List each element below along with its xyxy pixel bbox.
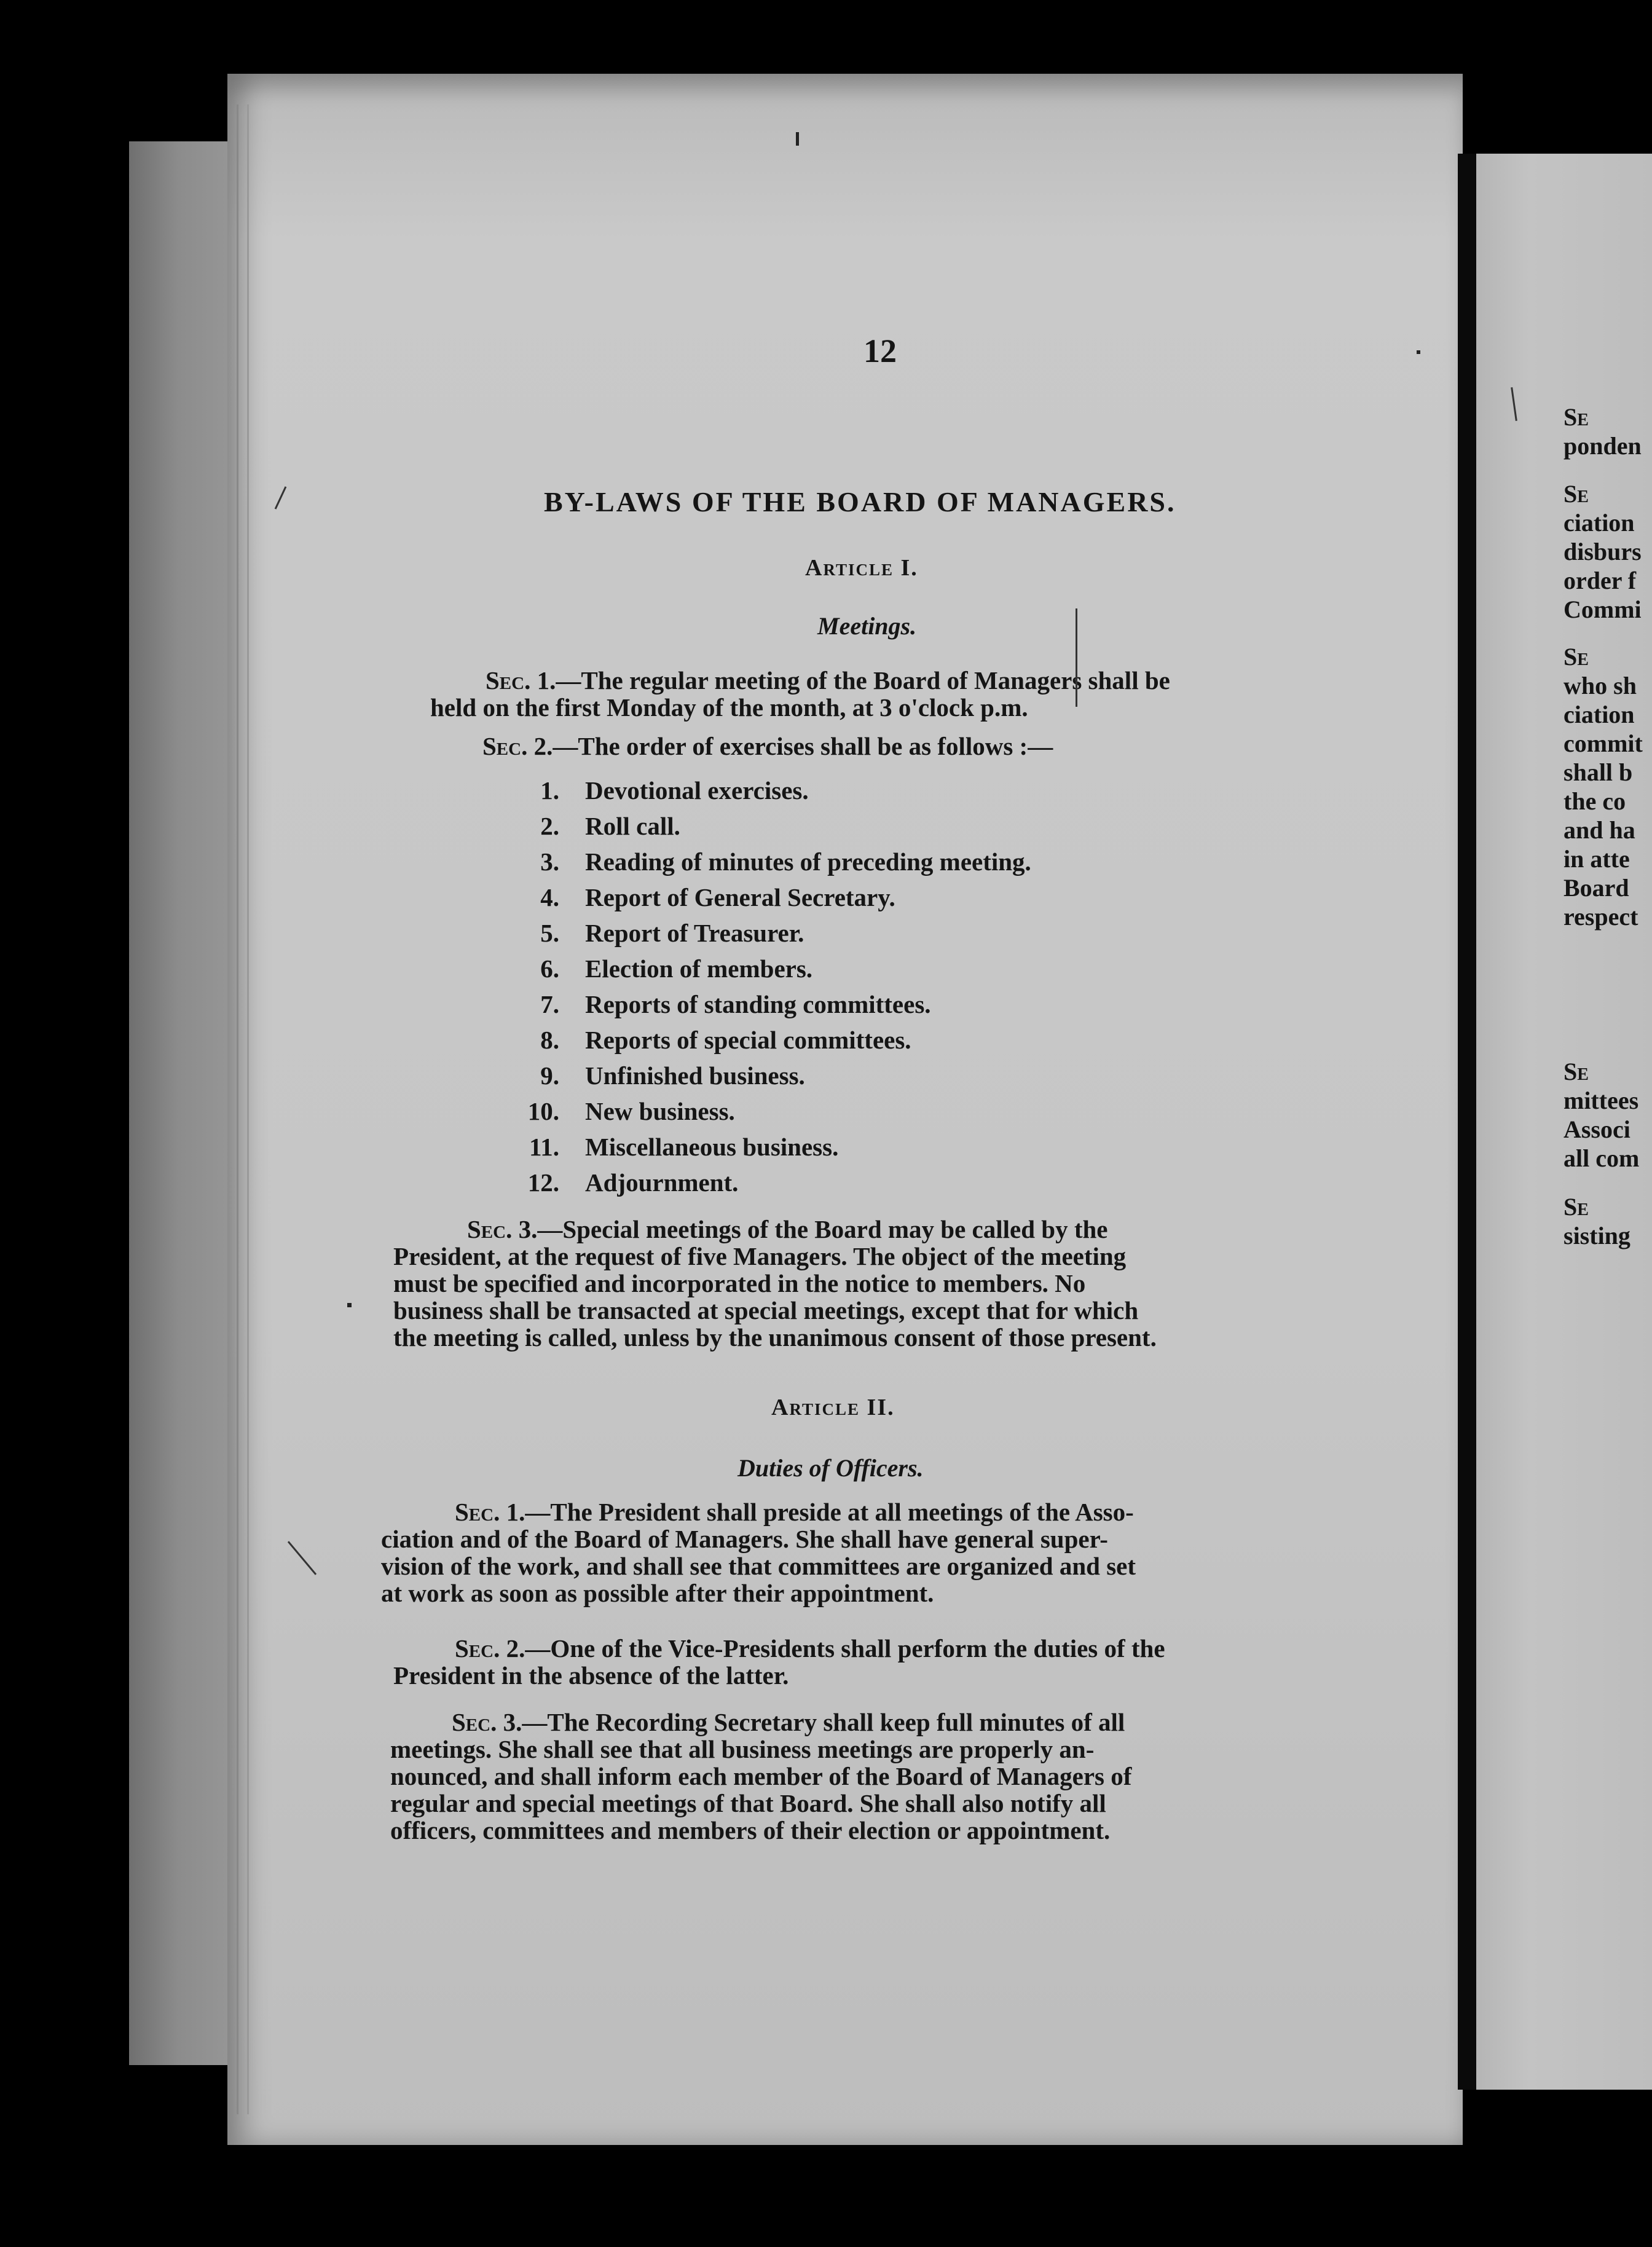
section-text: President in the absence of the latter. (393, 1661, 789, 1690)
section-text: business shall be transacted at special meetings, except that for which (393, 1296, 1139, 1324)
section-text: regular and special meetings of that Board. She shall also notify all (390, 1789, 1106, 1817)
right-page-line: Se (1564, 1193, 1589, 1221)
right-page-line: ciation (1564, 701, 1635, 728)
right-page-partial (1476, 154, 1652, 2090)
section-text: —Special meetings of the Board may be called by the (537, 1215, 1108, 1243)
list-item-number: 8. (540, 1026, 559, 1054)
section-text: at work as soon as possible after their appointment. (381, 1579, 934, 1607)
section-label: Sec. 1. (455, 1498, 525, 1526)
section-text: —The order of exercises shall be as follows :— (553, 732, 1053, 760)
list-item-text: Unfinished business. (585, 1061, 805, 1090)
list-item (498, 1025, 911, 1055)
list-item-text: Adjournment. (585, 1168, 739, 1197)
list-item (498, 918, 804, 948)
list-item-text: New business. (585, 1097, 735, 1125)
right-page-line: Board (1564, 874, 1629, 902)
list-item-text: Devotional exercises. (585, 776, 809, 805)
list-item-text: Roll call. (585, 812, 680, 840)
section-label: Sec. 3. (467, 1215, 538, 1243)
list-item-number: 11. (529, 1133, 559, 1161)
article-2-section-1 (381, 1498, 1136, 1607)
right-page-line: Se (1564, 1058, 1589, 1085)
speck (796, 132, 799, 146)
list-item-number: 4. (540, 883, 559, 911)
section-text: President, at the request of five Managers. The object of the meeting (393, 1242, 1127, 1270)
right-page-line: Se (1564, 480, 1589, 508)
right-page-line: order f (1564, 567, 1637, 594)
list-item-number: 12. (527, 1168, 559, 1197)
right-page-line: commit (1564, 730, 1643, 757)
list-item (498, 1061, 805, 1090)
section-text: —The regular meeting of the Board of Managers shall be (556, 666, 1170, 695)
list-item-number: 9. (540, 1061, 559, 1090)
section-label: Sec. 3. (452, 1708, 522, 1736)
right-page-line: Associ (1564, 1116, 1630, 1143)
list-item-text: Miscellaneous business. (585, 1133, 839, 1161)
list-item-text: Reports of special committees. (585, 1026, 911, 1054)
section-text: nounced, and shall inform each member of the Board of Managers of (390, 1762, 1132, 1790)
article-1-heading: Article I. (805, 555, 918, 581)
article-2-heading: Article II. (771, 1395, 895, 1420)
list-item (498, 1168, 738, 1197)
right-page-line: disburs (1564, 538, 1642, 565)
list-item-text: Report of General Secretary. (585, 883, 895, 911)
pencil-mark (1076, 608, 1077, 707)
article-1-section-3 (393, 1216, 1157, 1351)
right-page-line: Se (1564, 643, 1589, 671)
page-edge (237, 104, 249, 2114)
section-text: held on the first Monday of the month, at 3 o'clock p.m. (430, 693, 1028, 722)
section-text: the meeting is called, unless by the unanimous consent of those present. (393, 1323, 1157, 1352)
right-page-line: who sh (1564, 672, 1637, 699)
section-text: ciation and of the Board of Managers. She shall have general super- (381, 1525, 1108, 1553)
article-1-section-1 (430, 667, 1328, 721)
section-label: Sec. 2. (482, 732, 553, 760)
right-page-line: and ha (1564, 816, 1635, 844)
article-2-section-3 (390, 1709, 1131, 1844)
list-item-text: Reports of standing committees. (585, 990, 931, 1018)
section-text: must be specified and incorporated in the notice to members. No (393, 1269, 1086, 1297)
section-text: —The Recording Secretary shall keep full minutes of all (522, 1708, 1125, 1736)
right-page-line: sisting (1564, 1222, 1630, 1249)
section-text: meetings. She shall see that all business meetings are properly an- (390, 1735, 1095, 1763)
section-text: —One of the Vice-Presidents shall perform the duties of the (525, 1634, 1165, 1663)
list-item-text: Reading of minutes of preceding meeting. (585, 848, 1031, 876)
right-page-line: ciation (1564, 509, 1635, 537)
right-page-line: all com (1564, 1144, 1640, 1172)
list-item-text: Election of members. (585, 954, 813, 983)
list-item (498, 847, 1031, 876)
list-item-text: Report of Treasurer. (585, 919, 804, 947)
right-page-line: respect (1564, 903, 1638, 931)
list-item-number: 1. (540, 776, 559, 805)
section-label: Sec. 1. (486, 666, 556, 695)
section-label: Sec. 2. (455, 1634, 525, 1663)
article-2-subheading: Duties of Officers. (738, 1454, 924, 1482)
section-text: officers, committees and members of their election or appointment. (390, 1816, 1111, 1844)
list-item (498, 811, 680, 841)
page-number: 12 (863, 333, 897, 369)
article-1-subheading: Meetings. (817, 612, 917, 640)
list-item (498, 990, 931, 1019)
page-title: BY-LAWS OF THE BOARD OF MANAGERS. (544, 486, 1176, 517)
article-1-section-2 (482, 733, 1053, 760)
list-item (498, 954, 812, 983)
speck (347, 1303, 352, 1307)
article-2-section-2 (393, 1635, 1165, 1689)
list-item-number: 6. (540, 954, 559, 983)
right-page-line: the co (1564, 787, 1626, 815)
list-item (498, 883, 895, 912)
binding-gutter (1458, 154, 1476, 2090)
list-item-number: 10. (527, 1097, 559, 1125)
speck (1417, 350, 1420, 354)
list-item (498, 1132, 838, 1162)
list-item (498, 776, 809, 805)
section-text: vision of the work, and shall see that committees are organized and set (381, 1552, 1136, 1580)
list-item (498, 1096, 735, 1126)
section-text: —The President shall preside at all meetings of the Asso- (525, 1498, 1134, 1526)
right-page-line: ponden (1564, 432, 1642, 460)
list-item-number: 3. (540, 848, 559, 876)
right-page-line: Commi (1564, 596, 1642, 623)
right-page-line: Se (1564, 403, 1589, 431)
right-page-line: in atte (1564, 845, 1630, 873)
right-page-line: mittees (1564, 1087, 1639, 1114)
list-item-number: 5. (540, 919, 559, 947)
list-item-number: 2. (540, 812, 559, 840)
right-page-line: shall b (1564, 758, 1633, 786)
list-item-number: 7. (540, 990, 559, 1018)
